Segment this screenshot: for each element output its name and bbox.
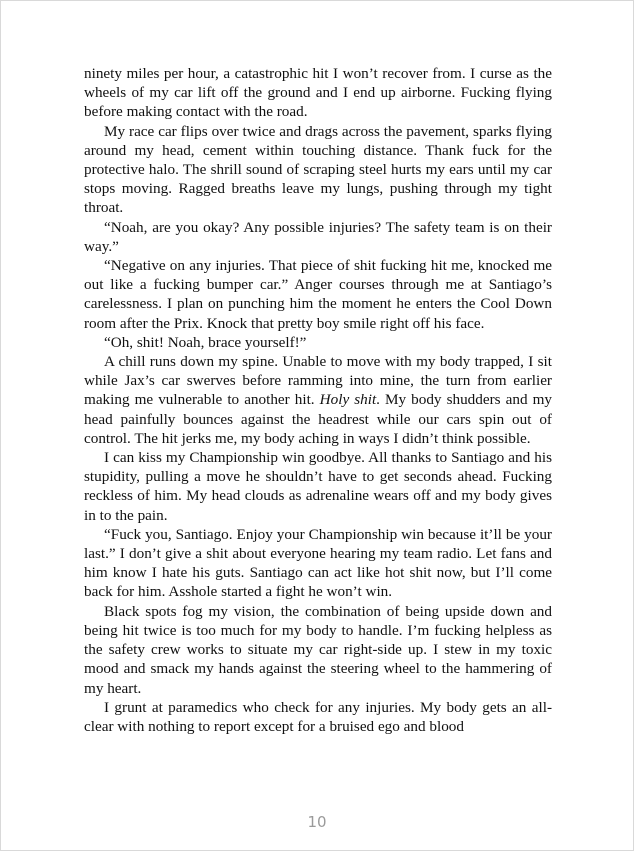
paragraph-7: I can kiss my Championship win goodbye. All thanks to Santiago and his stupidity, pulling a move he shouldn’t have to get seconds ahead. Fucking reckless of him. My head clouds as adrenaline wears off and my body gives in to the pain. bbox=[84, 449, 552, 524]
paragraph-9: Black spots fog my vision, the combination of being upside down and being hit twice is too much for my body to handle. I’m fucking helpless as the safety crew works to situate my car right-side up. I stew in my toxic mood and smack my hands against the steering wheel to the hammering of my heart. bbox=[84, 602, 552, 697]
paragraph-6-after: . My body shudders and my head painfully bounces against the headrest while our cars spin out of control. The hit jerks me, my body aching in ways I didn’t think possible. bbox=[84, 391, 552, 447]
paragraph-5: “Oh, shit! Noah, brace yourself!” bbox=[104, 333, 307, 351]
paragraph-6-italic: Holy shit bbox=[319, 391, 377, 409]
paragraph-3: “Noah, are you okay? Any possible injuries? The safety team is on their way.” bbox=[84, 218, 552, 255]
page-number: 10 bbox=[307, 813, 327, 831]
paragraph-6 bbox=[84, 352, 552, 448]
paragraph-10: I grunt at paramedics who check for any injuries. My body gets an all-clear with nothing to report except for a bruised ego and blood bbox=[84, 698, 552, 735]
paragraph-1: ninety miles per hour, a catastrophic hit I won’t recover from. I curse as the wheels of my car lift off the ground and I end up airborne. Fucking flying before making contact with the road. bbox=[84, 65, 552, 121]
paragraph-8: “Fuck you, Santiago. Enjoy your Championship win because it’ll be your last.” I don’t give a shit about everyone hearing my team radio. Let fans and him know I hate his guts. Santiago can act like hot shit now, but I’ll come back for him. Asshole started a fight he won’t win. bbox=[84, 525, 552, 601]
paragraph-6-before: A chill runs down my spine. Unable to move with my body trapped, I sit while Jax’s car swerves before ramming into mine, the turn from earlier making me vulnerable to another hit. bbox=[84, 353, 552, 409]
paragraph-4: “Negative on any injuries. That piece of shit fucking hit me, knocked me out like a fucking bumper car.” Anger courses through me at Santiago’s carelessness. I plan on punching him the moment he enters the Cool Down room after the Prix. Knock that pretty boy smile right off his face. bbox=[84, 257, 552, 332]
paragraph-2: My race car flips over twice and drags across the pavement, sparks flying around my head, cement within touching distance. Thank fuck for the protective halo. The shrill sound of scraping steel hurts my ears until my car stops moving. Ragged breaths leave my lungs, pushing through my tight throat. bbox=[84, 122, 552, 217]
body-text bbox=[84, 64, 552, 736]
